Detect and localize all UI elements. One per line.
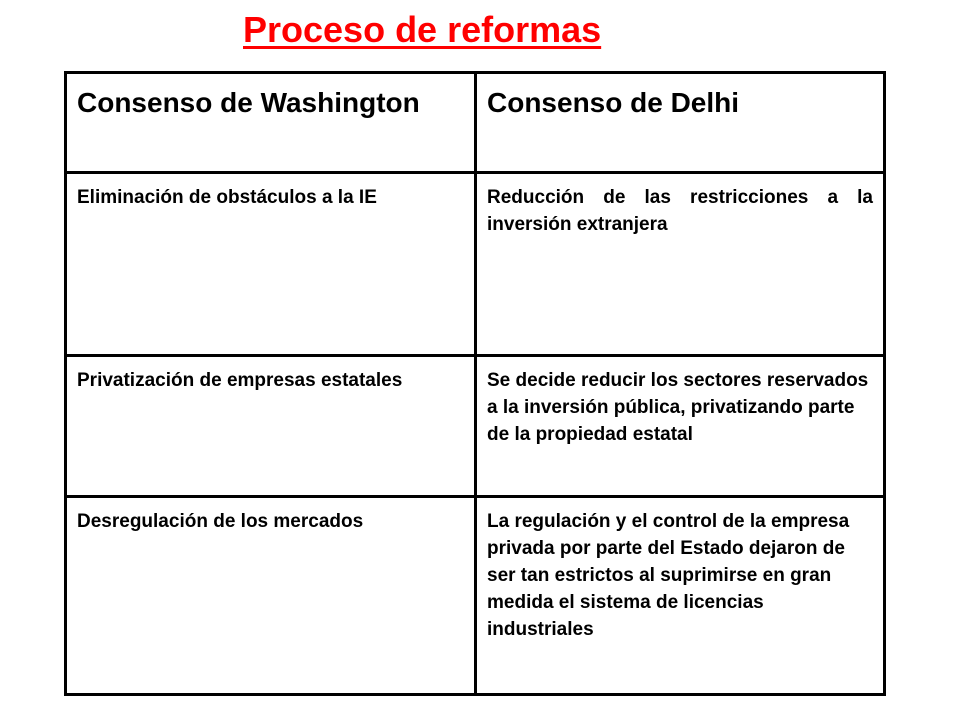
header-delhi: Consenso de Delhi bbox=[476, 73, 885, 173]
table-row bbox=[66, 497, 885, 695]
cell-delhi: Se decide reducir los sectores reservados a la inversión pública, privatizando parte de la propiedad estatal bbox=[476, 356, 885, 497]
table-row bbox=[66, 173, 885, 356]
cell-washington: Privatización de empresas estatales bbox=[66, 356, 476, 497]
reforms-comparison-table bbox=[64, 71, 886, 696]
cell-washington: Desregulación de los mercados bbox=[66, 497, 476, 695]
page-title: Proceso de reformas bbox=[243, 9, 602, 50]
table-header-row bbox=[66, 73, 885, 173]
header-washington: Consenso de Washington bbox=[66, 73, 476, 173]
cell-washington: Eliminación de obstáculos a la IE bbox=[66, 173, 476, 356]
cell-delhi: Reducción de las restricciones a la inversión extranjera bbox=[476, 173, 885, 356]
cell-delhi: La regulación y el control de la empresa privada por parte del Estado dejaron de ser tan estrictos al suprimirse en gran medida el sistema de licencias industriales bbox=[476, 497, 885, 695]
table-row bbox=[66, 356, 885, 497]
